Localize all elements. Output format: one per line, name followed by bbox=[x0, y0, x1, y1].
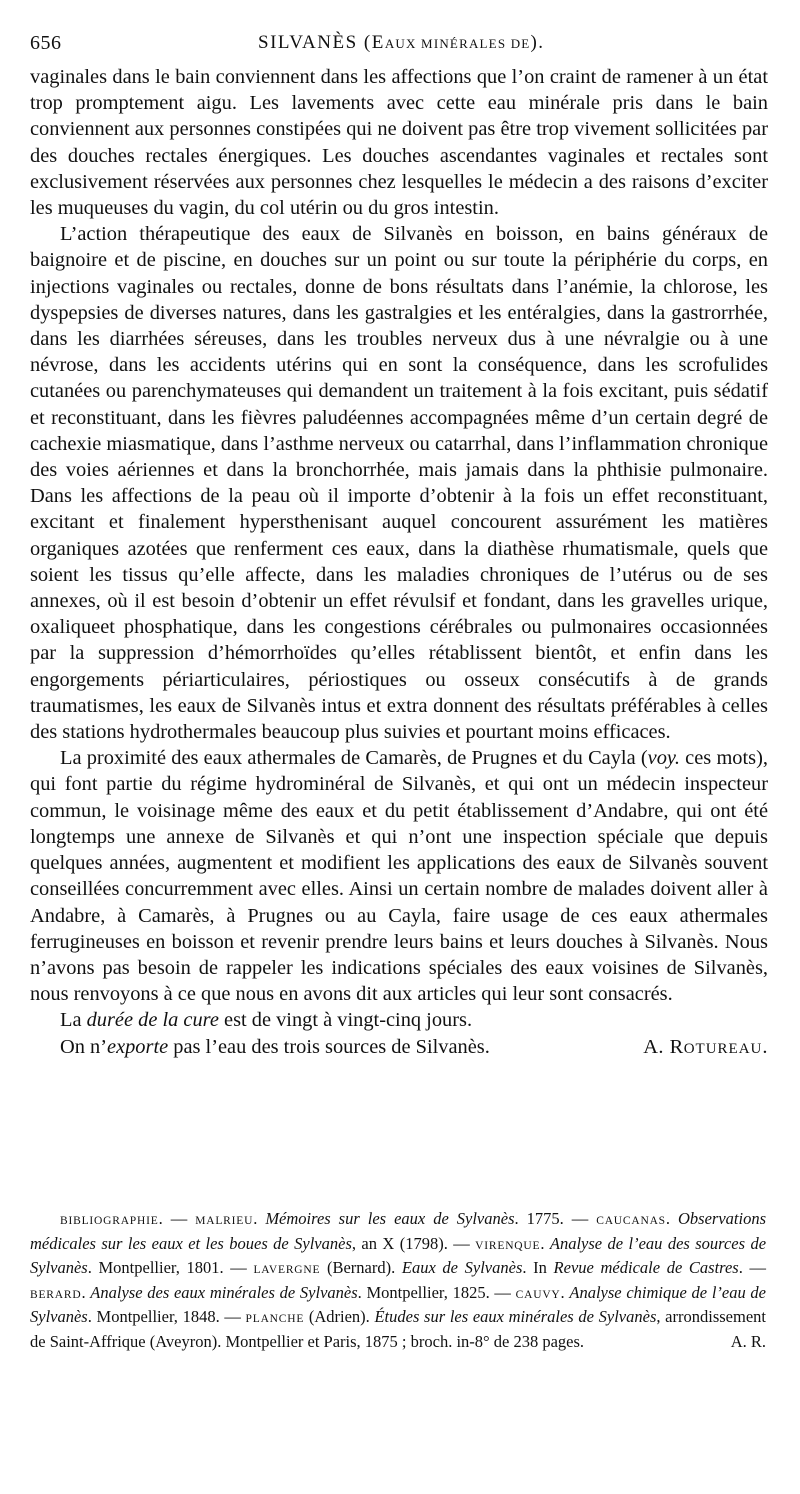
bib-sep: (Bernard). bbox=[320, 1258, 402, 1278]
running-title-paren-open: (E bbox=[357, 32, 385, 53]
bib-sep: . bbox=[540, 1233, 550, 1253]
bib-author: VIRENQUE bbox=[475, 1239, 541, 1252]
bibliography bbox=[30, 1208, 766, 1354]
bib-sep: . bbox=[560, 1282, 570, 1302]
running-title bbox=[258, 32, 545, 54]
bib-title: Mémoires sur les eaux de Sylvanès bbox=[265, 1209, 515, 1228]
cure-duration-term: durée de la cure bbox=[86, 1009, 219, 1032]
bib-title: Analyse des eaux minérales de Sylvanès bbox=[90, 1282, 358, 1302]
bib-sep: , an X (1798). — bbox=[351, 1233, 476, 1253]
bib-author: LAVERGNE bbox=[253, 1264, 321, 1277]
running-title-smallcaps: AUX MINÉRALES DE bbox=[384, 36, 531, 51]
bib-author: BERARD bbox=[30, 1288, 82, 1301]
paragraph-douches: vaginales dans le bain conviennent dans les affections que l’on craint de ramener à un état trop promptement aigu. Les lavements avec cette eau minérale pris dans le bain conviennent aux personnes constipées qui ne doivent pas être trop vivement sollicitées par des douches rectales énergiques. Les douches ascendantes vaginales et rectales sont exclusivement réservées aux personnes chez lesquelles le médecin a des raisons d’exciter les muqueuses du vagin, du col utérin ou du gros intestin. bbox=[30, 66, 768, 220]
running-header bbox=[30, 28, 765, 58]
bib-sep: , arrondissement de Saint-Affrique (Aveyron). Montpellier et Paris, 1875 ; broch. in-8° de 238 pages. bbox=[30, 1307, 766, 1351]
page-number: 656 bbox=[30, 32, 62, 54]
bib-sep: . — bbox=[158, 1209, 196, 1228]
bib-title: Études sur les eaux minérales de Sylvanès bbox=[374, 1307, 657, 1327]
bib-sep: . Montpellier, 1825. — bbox=[357, 1282, 516, 1302]
paragraph-proximity bbox=[30, 745, 768, 1007]
export-a: On n’ bbox=[60, 1035, 108, 1058]
bib-author: MALRIEU bbox=[195, 1215, 254, 1227]
running-title-paren-close: ). bbox=[530, 32, 545, 53]
bib-sep: . bbox=[81, 1282, 91, 1302]
paragraph-therapeutic-action: L’action thérapeutique des eaux de Silvanès en boisson, en bains généraux de baignoire et de piscine, en douches sur un point ou sur toute la périphérie du corps, en injections vaginales ou rectales, donne de bons résultats dans l’anémie, la chlorose, les dyspepsies de diverses natures, dans les gastralgies et les entéralgies, dans la gastrorrhée, dans les diarrhées séreuses, dans les troubles nerveux dus à une névralgie ou à une névrose, dans les accidents utérins qui en sont la conséquence, dans les scrofulides cutanées ou parenchymateuses qui demandent un traitement à la fois excitant, puis sédatif et reconstituant, dans les fièvres paludéennes accompagnées même d’un certain degré de cachexie miasmatique, dans l’asthme nerveux ou catarrhal, dans l’inflammation chronique des voies aériennes et dans la bronchorrhée, mais jamais dans la phthisie pulmonaire. Dans les affections de la peau où il importe d’obtenir à la fois un effet reconstituant, excitant et finalement hypersthenisant auquel concourent assurément les matières organiques azotées que renferment ces eaux, dans la diathèse rhumatismale, quels que soient les tissus qu’elle affecte, dans les maladies chroniques de l’utérus ou de ses annexes, où il est besoin d’obtenir un effet révulsif et fondant, dans les gravelles urique, oxaliqueet phosphatique, dans les congestions cérébrales ou pulmonaires occasionnées par la suppression d’hémorrhoïdes qu’elles rétablissent bientôt, et enfin dans les engorgements périarticulaires, périostiques ou osseux consécutifs à de grands traumatismes, les eaux de Silvanès intus et extra donnent des résultats préférables à celles des stations hydrothermales beaucoup plus suivies et pourtant moins efficaces. bbox=[30, 223, 768, 744]
signature-end: . bbox=[762, 1035, 768, 1058]
export-term: exporte bbox=[107, 1035, 169, 1058]
paragraph-cure-duration bbox=[30, 1007, 768, 1033]
running-title-main: SILVANÈS bbox=[258, 32, 358, 53]
bib-title: Analyse de l’eau des sources de Sylvanès bbox=[30, 1233, 767, 1278]
paragraph-export bbox=[30, 1034, 768, 1060]
bib-title: Eaux de Sylvanès bbox=[401, 1258, 523, 1278]
article-body bbox=[30, 64, 768, 1062]
cure-duration-b: est de vingt à vingt-cinq jours. bbox=[218, 1009, 473, 1032]
bib-title: Analyse chimique de l’eau de Sylvanès bbox=[30, 1282, 767, 1327]
signature-initial: A. R bbox=[643, 1035, 684, 1058]
bib-sep: . — bbox=[738, 1258, 767, 1278]
bib-sep: . Montpellier, 1848. — bbox=[87, 1307, 246, 1327]
bibliography-label: BIBLIOGRAPHIE bbox=[60, 1215, 159, 1227]
voy-reference: voy. bbox=[647, 747, 680, 770]
bib-sep: . bbox=[665, 1209, 679, 1228]
cure-duration-a: La bbox=[60, 1009, 87, 1032]
bibliography-initials: A. R. bbox=[730, 1331, 766, 1351]
bib-sep: . In bbox=[522, 1258, 554, 1278]
proximity-text-b: ces mots), qui font partie du régime hydrominéral de Silvanès, et qui ont un médecin inspecteur commun, le voisinage même des eaux et du petit établissement d’Andabre, qui ont été longtemps une annexe de Silvanès et qui n’ont une inspection spéciale que depuis quelques années, augmentent et modifient les applications des eaux de Silvanès souvent conseillées concurremment avec elles. Ainsi un certain nombre de malades doivent aller à Andabre, à Camarès, à Prugnes ou au Cayla, faire usage de ces eaux athermales ferrugineuses en boisson et revenir prendre leurs bains et leurs douches à Silvanès. Nous n’avons pas besoin de rappeler les indications spéciales des eaux voisines de Silvanès, nous renvoyons à ce que nous en avons dit aux articles qui leur sont consacrés. bbox=[30, 747, 768, 1006]
signature-smallcaps: OTUREAU bbox=[683, 1040, 763, 1057]
bib-sep: . Montpellier, 1801. — bbox=[87, 1258, 254, 1278]
author-signature bbox=[613, 1034, 768, 1062]
bib-sep: . 1775. — bbox=[514, 1209, 597, 1228]
bib-author: CAUVY bbox=[515, 1288, 561, 1301]
bib-author: CAUCANAS bbox=[596, 1215, 666, 1227]
bib-sep: (Adrien). bbox=[304, 1307, 375, 1327]
bib-title: Revue médicale de Castres bbox=[553, 1258, 739, 1278]
proximity-text-a: La proximité des eaux athermales de Camarès, de Prugnes et du Cayla ( bbox=[60, 747, 648, 770]
bib-title: Observations médicales sur les eaux et les boues de Sylvanès bbox=[30, 1209, 767, 1253]
bib-author: PLANCHE bbox=[245, 1313, 305, 1326]
bib-sep: . bbox=[253, 1209, 266, 1228]
export-b: pas l’eau des trois sources de Silvanès. bbox=[168, 1035, 490, 1058]
